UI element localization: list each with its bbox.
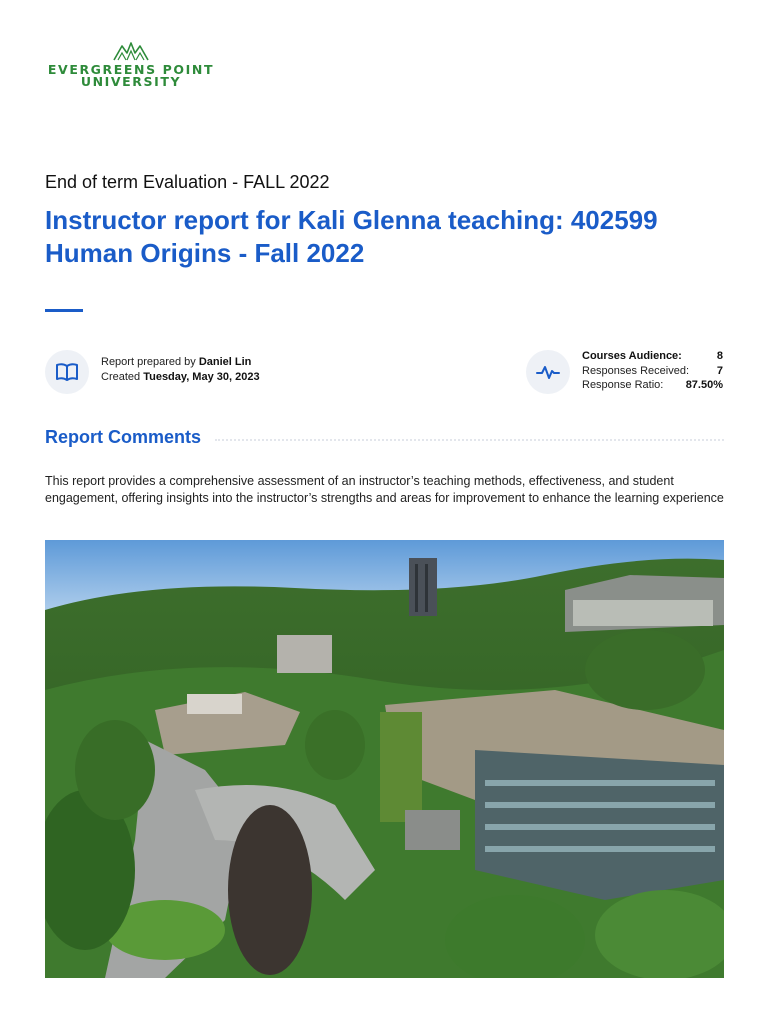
created-prefix: Created xyxy=(101,371,141,383)
book-icon xyxy=(55,362,79,382)
stat-responses-label: Responses Received: xyxy=(582,364,690,377)
stat-responses-value: 7 xyxy=(716,364,723,377)
mountain-logo-icon xyxy=(113,40,149,62)
report-comments-header xyxy=(45,427,724,448)
activity-icon-badge xyxy=(526,350,570,394)
stat-audience-label: Courses Audience: xyxy=(582,350,682,362)
created-line xyxy=(101,370,260,385)
activity-pulse-icon xyxy=(536,363,560,381)
comments-text: This report provides a comprehensive assessment of an instructor’s teaching methods, effectiveness, and student engagement, offering insights into the instructor’s strengths and areas for improvement to enhance the learning experience xyxy=(45,474,724,505)
book-icon-badge xyxy=(45,350,89,394)
logo-subname: UNIVERSITY xyxy=(80,74,182,89)
stat-ratio xyxy=(582,378,723,393)
stat-audience xyxy=(582,349,723,364)
response-stats xyxy=(582,349,723,393)
stat-responses xyxy=(582,364,723,379)
stat-ratio-value: 87.50% xyxy=(685,379,723,391)
stat-audience-value: 8 xyxy=(716,350,723,362)
report-title: Instructor report for Kali Glenna teaching: 402599 Human Origins - Fall 2022 xyxy=(45,205,658,268)
created-date: Tuesday, May 30, 2023 xyxy=(143,371,260,383)
prepared-by-line xyxy=(101,355,260,370)
university-logo xyxy=(46,40,216,87)
campus-aerial-photo xyxy=(45,540,724,978)
prepared-by-prefix: Report prepared by xyxy=(101,356,196,368)
dotted-divider xyxy=(215,439,724,441)
logo-name: EVERGREENS POINT xyxy=(47,62,215,77)
title-accent-bar xyxy=(45,309,83,312)
report-meta xyxy=(101,355,260,385)
prepared-by-name: Daniel Lin xyxy=(198,356,252,368)
report-subtitle: End of term Evaluation - FALL 2022 xyxy=(45,172,330,192)
stat-ratio-label: Response Ratio: xyxy=(582,379,664,391)
section-heading: Report Comments xyxy=(45,427,202,447)
